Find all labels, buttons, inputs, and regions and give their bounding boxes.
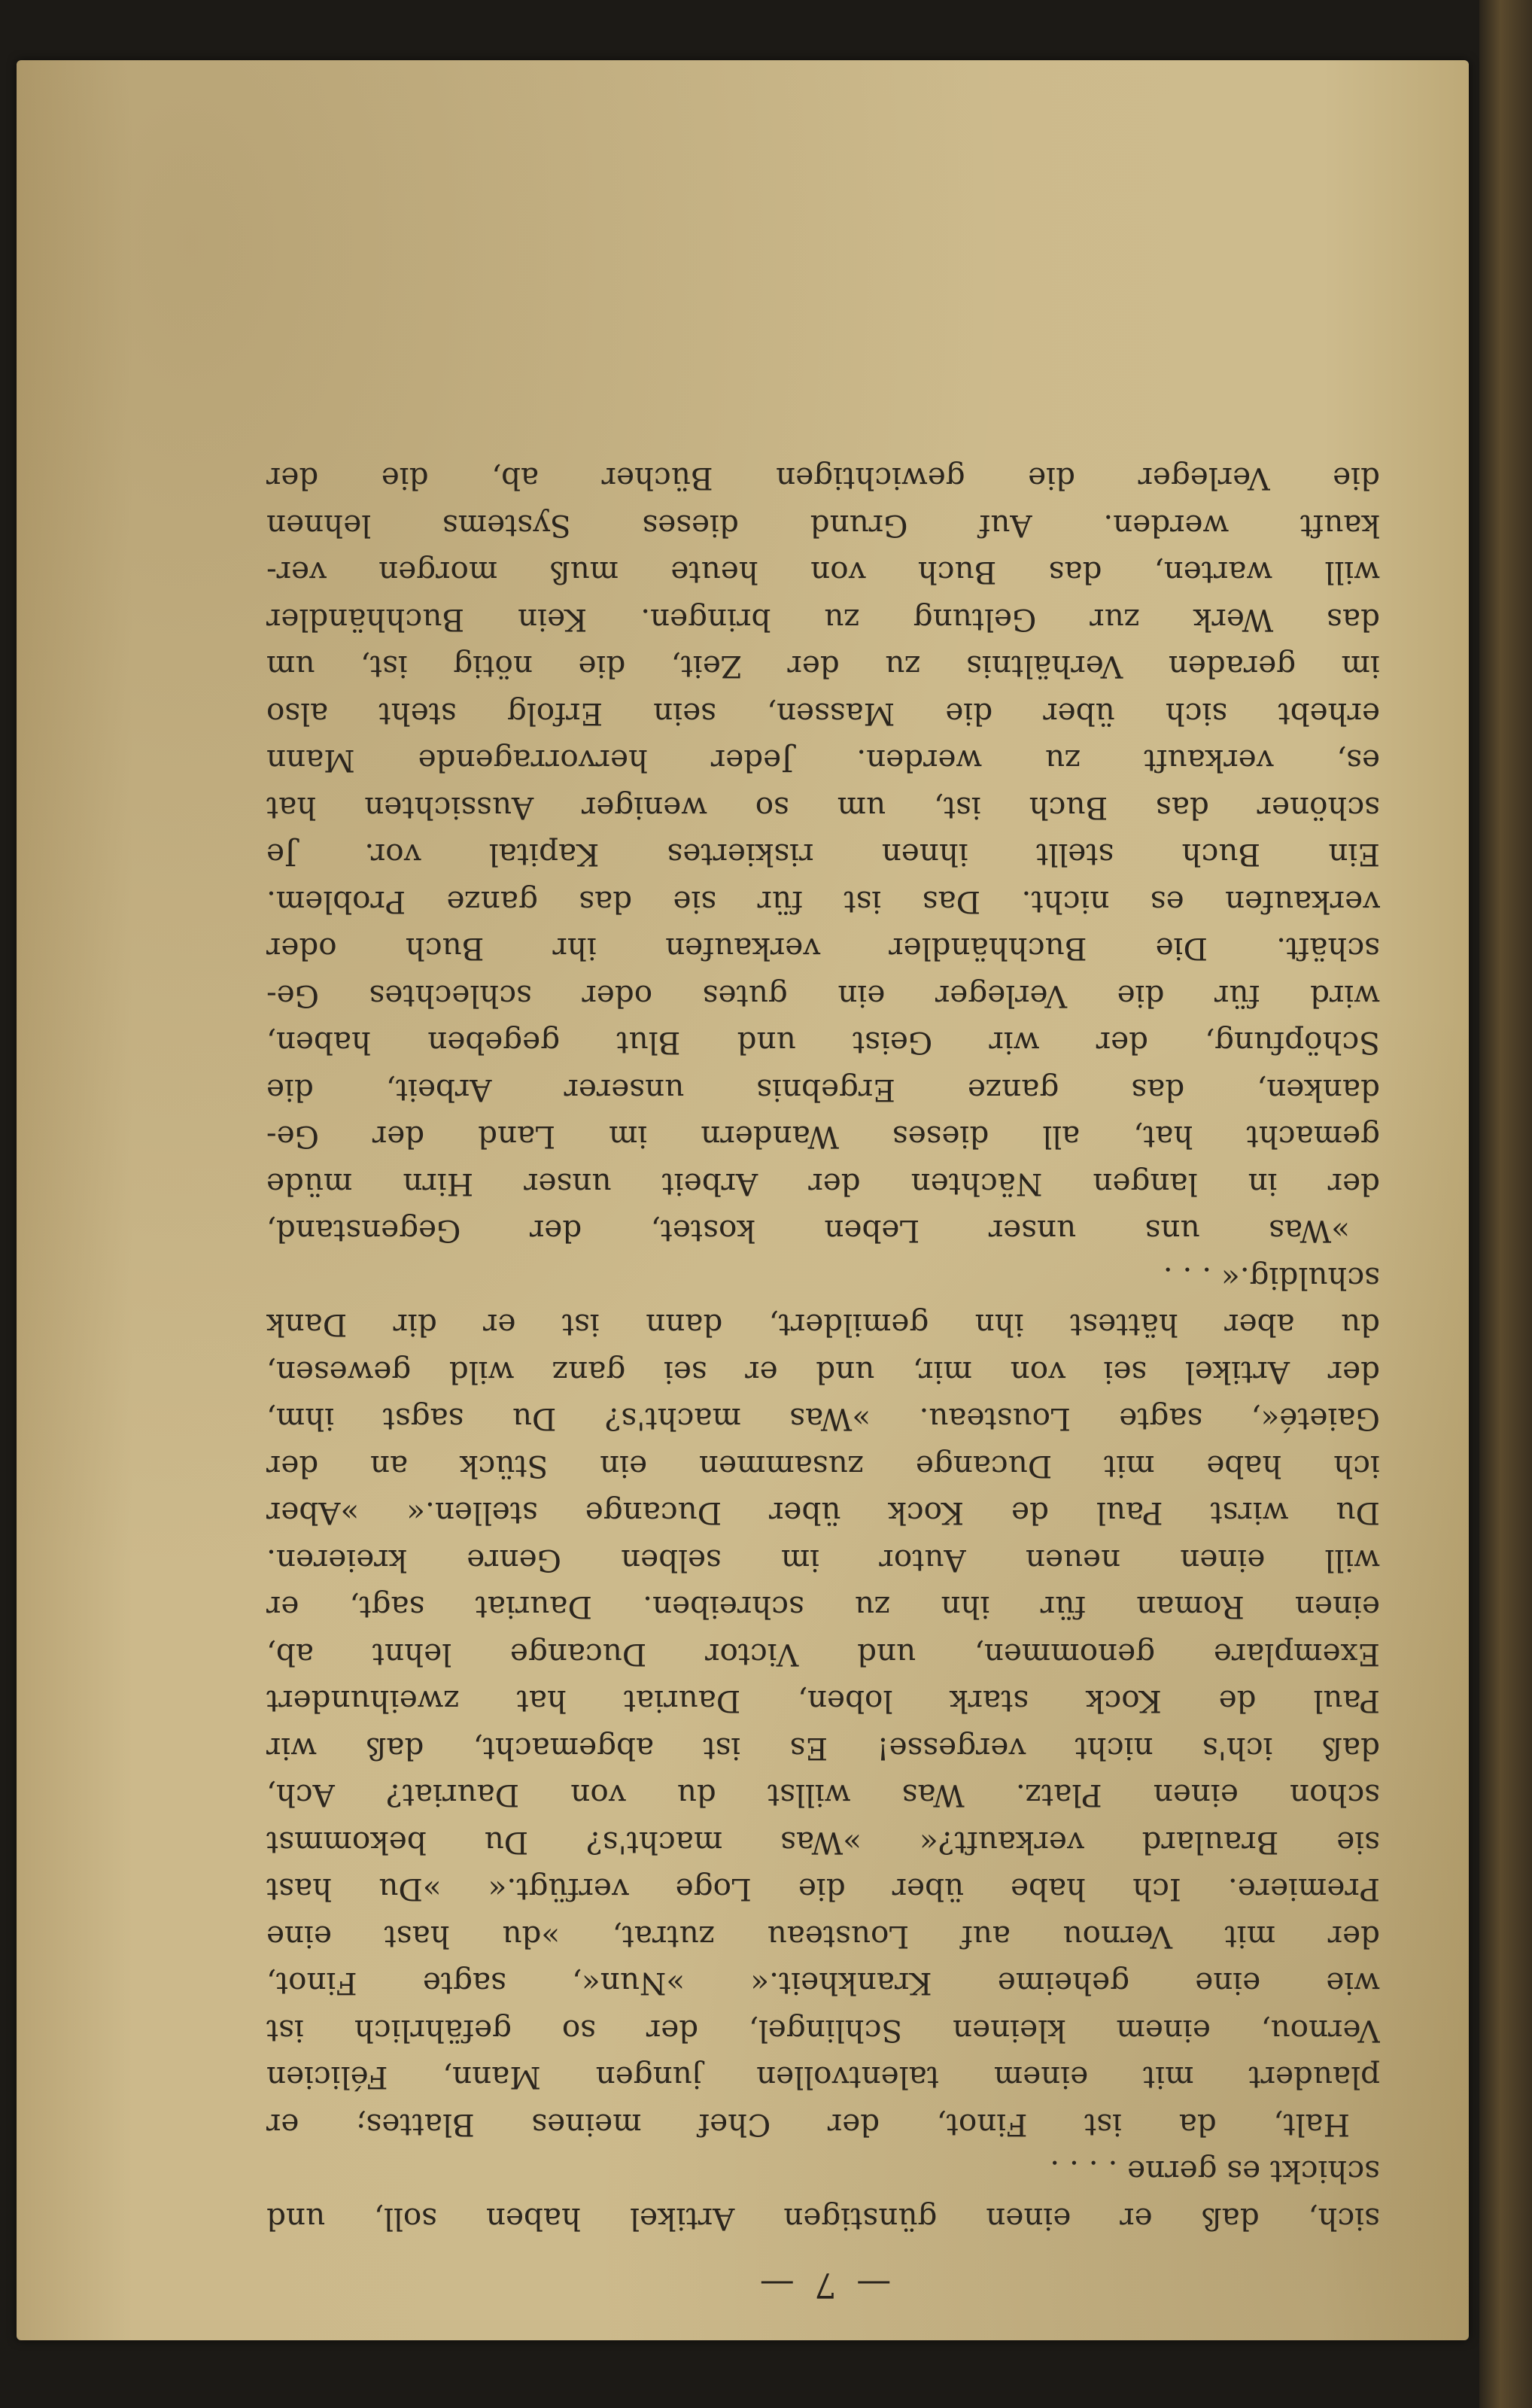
upside-down-text-block — [266, 461, 1380, 2306]
text-line: schickt es gerne . . . . — [1050, 2154, 1380, 2191]
text-line: Schöpfung, der wir Geist und Blut gegeben haben, — [266, 1025, 1380, 1062]
text-line: Ein Buch stellt ihnen riskiertes Kapital vor. Je — [266, 837, 1380, 874]
text-line: plaudert mit einem talentvollen jungen Mann, Félicien — [266, 2060, 1380, 2096]
text-line: »Was uns unser Leben kostet, der Gegenstand, — [266, 1213, 1350, 1250]
text-line: will einen neuen Autor im selben Genre kreieren. — [266, 1543, 1380, 1579]
text-line: erhebt sich über die Massen, sein Erfolg steht also — [266, 696, 1380, 732]
book-page — [17, 60, 1469, 2340]
text-line: du aber hättest ihn gemildert, dann ist er dir Dank — [266, 1307, 1380, 1344]
text-line: der in langen Nächten der Arbeit unser Hirn müde — [266, 1166, 1380, 1202]
text-line: gemacht hat, all dieses Wandern im Land der Ge- — [266, 1119, 1380, 1156]
text-line: kauft werden. Auf Grund dieses Systems lehnen — [266, 508, 1380, 544]
text-line: Du wirst Paul de Kock über Ducange stellen.« »Aber — [266, 1495, 1380, 1532]
text-line: Exemplare genommen, und Victor Ducange lehnt ab, — [266, 1637, 1380, 1673]
text-line: wird für die Verleger ein gutes oder schlechtes Ge- — [266, 978, 1380, 1014]
text-line: Gaieté«, sagte Lousteau. »Was macht's? Du sagst ihm, — [266, 1401, 1380, 1438]
text-line: der Artikel sei von mir, und er sei ganz wild gewesen, — [266, 1354, 1380, 1391]
book-spine-edge — [1479, 0, 1532, 2408]
text-line: sich, daß er einen günstigen Artikel haben soll, und — [266, 2201, 1380, 2237]
text-line: ich habe mit Ducange zusammen ein Stück an der — [266, 1449, 1380, 1485]
text-line: Vernou, einem kleinen Schlingel, der so gefährlich ist — [266, 2013, 1380, 2049]
text-line: schäft. Die Buchhändler verkaufen ihr Buch oder — [266, 931, 1380, 968]
text-line: das Werk zur Geltung zu bringen. Kein Buchhändler — [266, 602, 1380, 638]
text-line: verkaufen es nicht. Das ist für sie das ganze Problem. — [266, 884, 1380, 920]
body-text — [266, 455, 1380, 2242]
text-line: einen Roman für ihn zu schreiben. Dauriat sagt, er — [266, 1589, 1380, 1626]
text-line: will warten, das Buch von heute muß morgen ver- — [266, 555, 1380, 591]
text-line: daß ich's nicht vergesse! Es ist abgemacht, daß wir — [266, 1731, 1380, 1767]
page-number: — 7 — — [755, 2265, 892, 2306]
text-line: die Verleger die gewichtigen Bücher ab, die der — [266, 461, 1380, 497]
text-line: danken, das ganze Ergebnis unserer Arbeit, die — [266, 1072, 1380, 1108]
text-line: es, verkauft zu werden. Jeder hervorragende Mann — [266, 743, 1380, 780]
text-line: im geraden Verhältnis zu der Zeit, die nötig ist, um — [266, 649, 1380, 686]
text-line: Paul de Kock stark loben, Dauriat hat zweihundert — [266, 1683, 1380, 1720]
text-line: schöner das Buch ist, um so weniger Aussichten hat — [266, 790, 1380, 826]
text-line: sie Braulard verkauft?« »Was macht's? Du bekommst — [266, 1825, 1380, 1861]
text-line: schuldig.« . . . — [1163, 1260, 1380, 1297]
text-line: wie eine geheime Krankheit.« »Nun«, sagte Finot, — [266, 1966, 1380, 2002]
text-line: schon einen Platz. Was willst du von Dauriat? Ach, — [266, 1777, 1380, 1814]
text-line: Premiere. Ich habe über die Loge verfügt.« »Du hast — [266, 1871, 1380, 1908]
text-line: der mit Vernou auf Lousteau zutrat, »du hast eine — [266, 1919, 1380, 1955]
text-line: Halt, da ist Finot, der Chef meines Blattes; er — [266, 2107, 1350, 2143]
